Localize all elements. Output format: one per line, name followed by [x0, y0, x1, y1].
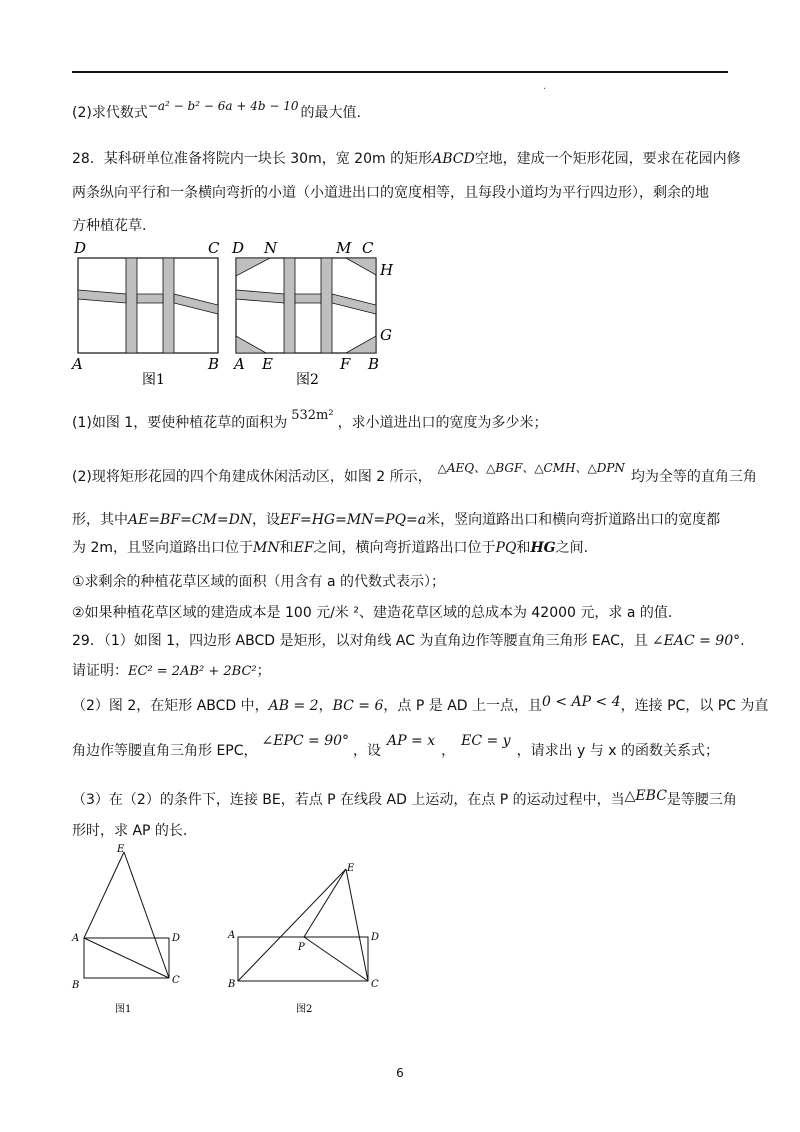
q28-part2-line2-eq1: AE=BF=CM=DN	[128, 512, 253, 528]
q29-line2-a: 请证明：	[72, 663, 128, 679]
q29-line2	[72, 662, 271, 681]
header-dot: ·	[543, 84, 547, 95]
q28-part2-line3-c: 之间，横向弯折道路出口位于	[313, 540, 496, 556]
q28-part2-line2-c: 米，竖向道路出口和横向弯折道路出口的宽度都	[426, 512, 721, 528]
q29-fig1-caption: 图1	[115, 1004, 132, 1015]
q27-part2	[72, 99, 361, 122]
q29-fig1-AE	[84, 852, 124, 938]
q29-line3-ab: AB = 2	[268, 698, 319, 714]
fig2-label-H: H	[380, 261, 394, 279]
q28-part1-prefix: (1)如图 1，要使种植花草的面积为	[72, 415, 288, 431]
q28-part2-triangles: △AEQ、△BGF、△CMH、△DPN	[437, 461, 625, 475]
fig1-label-C: C	[208, 239, 220, 257]
q29-figure-1	[70, 840, 200, 1020]
q28-part2-suffix: 均为全等的直角三角	[630, 469, 757, 485]
q29-fig2-label-E: E	[347, 863, 355, 874]
q29-line1-angle: ∠EAC = 90°	[651, 633, 741, 649]
q29-line1-a: 29．（1）如图 1，四边形 ABCD 是矩形，以对角线 AC 为直角边作等腰直角三角形 EAC，且	[72, 633, 648, 649]
q29-line2-eq: EC² = 2AB² + 2BC²	[128, 664, 257, 679]
q28-part1-suffix: ，求小道进出口的宽度为多少米；	[337, 415, 548, 431]
q29-fig1-label-D: D	[172, 933, 181, 944]
q28-sub1: ①求剩余的种植花草区域的面积（用含有 a 的代数式表示）；	[72, 574, 446, 590]
q29-fig2-label-D: D	[371, 932, 380, 943]
q29-fig2-label-C: C	[371, 979, 379, 990]
q29-line1-end: .	[740, 633, 745, 649]
q29-line4-d: ，请求出 y 与 x 的函数关系式；	[516, 743, 719, 759]
q29-line6: 形时，求 AP 的长.	[72, 823, 188, 839]
q29-fig2-EC	[346, 869, 368, 981]
q27-suffix: 的最大值.	[300, 105, 361, 121]
fig1-horizontal-path-2	[137, 294, 163, 303]
q29-figure-2	[222, 855, 392, 1020]
q29-fig2-label-P: P	[298, 942, 305, 953]
q29-fig1-label-B: B	[72, 980, 80, 991]
q29-line3-b: ，	[318, 698, 333, 714]
fig1-label-B: B	[208, 355, 220, 373]
q29-line1	[72, 632, 745, 650]
q29-line2-end: ；	[256, 663, 271, 679]
q29-line3-ineq: 0 < AP < 4	[542, 694, 621, 710]
q28-part1-area: 532m²	[291, 408, 334, 423]
fig2-vertical-path-2	[321, 258, 332, 353]
q29-line3-a: （2）图 2，在矩形 ABCD 中，	[72, 698, 269, 714]
q28-abcd: ABCD	[432, 151, 475, 167]
q28-line1-end: 空地，建成一个矩形花园，要求在花园内修	[474, 151, 741, 167]
q28-part2-line3-mn: MN	[253, 540, 280, 556]
q27-expression: −a² − b² − 6a + 4b − 10	[147, 99, 299, 113]
q29-fig1-EC	[124, 852, 169, 978]
q28-part2-line3-d: 和	[516, 540, 531, 556]
q28-line1	[72, 150, 741, 168]
q28-part2-line2-b: ，设	[252, 512, 281, 528]
q29-fig2-caption: 图2	[296, 1004, 313, 1015]
q29-line5-a: （3）在（2）的条件下，连接 BE，若点 P 在线段 AD 上运动，在点 P 的运动过程中，当	[72, 792, 625, 808]
q28-part2-line3-ef: EF	[293, 540, 314, 556]
q27-prefix: (2)求代数式	[72, 105, 148, 121]
q28-part1	[72, 408, 548, 433]
q29-fig2-PE	[304, 869, 346, 937]
q29-line4-b: ，设	[353, 743, 382, 759]
fig2-label-C: C	[362, 239, 374, 257]
fig1-label-D: D	[74, 239, 87, 257]
q28-line2: 两条纵向平行和一条横向弯折的小道（小道进出口的宽度相等，且每段小道均为平行四边形），剩余的地	[72, 185, 709, 201]
fig2-label-N: N	[264, 239, 278, 257]
q29-fig2-label-B: B	[228, 979, 236, 990]
q28-part2-prefix: (2)现将矩形花园的四个角建成休闲活动区，如图 2 所示，	[72, 469, 432, 485]
q29-line5	[72, 788, 737, 809]
q28-part2-line1	[72, 461, 757, 486]
q29-line3-bc: BC = 6	[332, 698, 384, 714]
q29-fig1-label-E: E	[117, 844, 125, 855]
q28-part2-line3-hg: HG	[530, 540, 556, 556]
q28-part2-line2	[72, 511, 720, 529]
q29-fig1-label-A: A	[72, 933, 80, 944]
fig1-caption: 图1	[142, 372, 165, 388]
q28-part2-line3-a: 为 2m，且竖向道路出口位于	[72, 540, 253, 556]
q29-fig2-BE	[238, 869, 346, 981]
fig2-caption: 图2	[296, 372, 319, 388]
q28-line1-text: 28．某科研单位准备将院内一块长 30m，宽 20m 的矩形	[72, 151, 433, 167]
q29-line4-a: 角边作等腰直角三角形 EPC，	[72, 743, 258, 759]
q28-part2-line3-pq: PQ	[495, 540, 517, 556]
q29-line4-ec: EC = y	[461, 733, 511, 749]
q28-part2-line2-a: 形，其中	[72, 512, 128, 528]
q29-fig1-label-C: C	[172, 975, 180, 986]
q28-figure-1	[70, 238, 230, 388]
q28-figure-2	[228, 238, 403, 388]
fig2-label-A: A	[234, 355, 245, 373]
q28-line3: 方种植花草.	[72, 218, 147, 234]
fig1-label-A: A	[72, 355, 83, 373]
fig2-label-E: E	[262, 355, 273, 373]
fig1-vertical-path-2	[163, 258, 174, 353]
q29-fig1-AC	[84, 938, 169, 978]
q28-part2-line3	[72, 539, 588, 557]
fig2-label-B: B	[368, 355, 380, 373]
q29-fig2-label-A: A	[228, 930, 236, 941]
q29-line3-d: ，连接 PC，以 PC 为直	[620, 698, 769, 714]
page-number: 6	[396, 1066, 404, 1080]
header-rule	[72, 71, 728, 73]
q29-line5-tri: △EBC	[624, 788, 667, 804]
q28-sub2: ②如果种植花草区域的建造成本是 100 元/米 ²、建造花草区域的总成本为 42000 元，求 a 的值.	[72, 605, 673, 621]
q29-line3-c: ，点 P 是 AD 上一点，且	[383, 698, 543, 714]
fig2-label-M: M	[336, 239, 352, 257]
fig2-label-F: F	[340, 355, 351, 373]
q29-line4-angle: ∠EPC = 90°	[261, 733, 350, 749]
fig2-vertical-path-1	[284, 258, 295, 353]
fig1-vertical-path-1	[126, 258, 137, 353]
q29-fig2-PC	[304, 937, 368, 981]
fig2-label-G: G	[380, 326, 392, 344]
q28-part2-line2-eq2: EF=HG=MN=PQ=a	[280, 512, 427, 528]
q28-part2-line3-b: 和	[279, 540, 294, 556]
q29-line4-ap: AP = x	[387, 733, 436, 749]
q29-line3	[72, 694, 769, 715]
q28-part2-line3-e: 之间.	[555, 540, 589, 556]
q29-line4	[72, 733, 719, 760]
q29-line5-b: 是等腰三角	[666, 792, 737, 808]
fig2-label-D: D	[232, 239, 245, 257]
q29-line4-c: ，	[441, 743, 456, 759]
fig2-horizontal-path-2	[295, 294, 321, 303]
